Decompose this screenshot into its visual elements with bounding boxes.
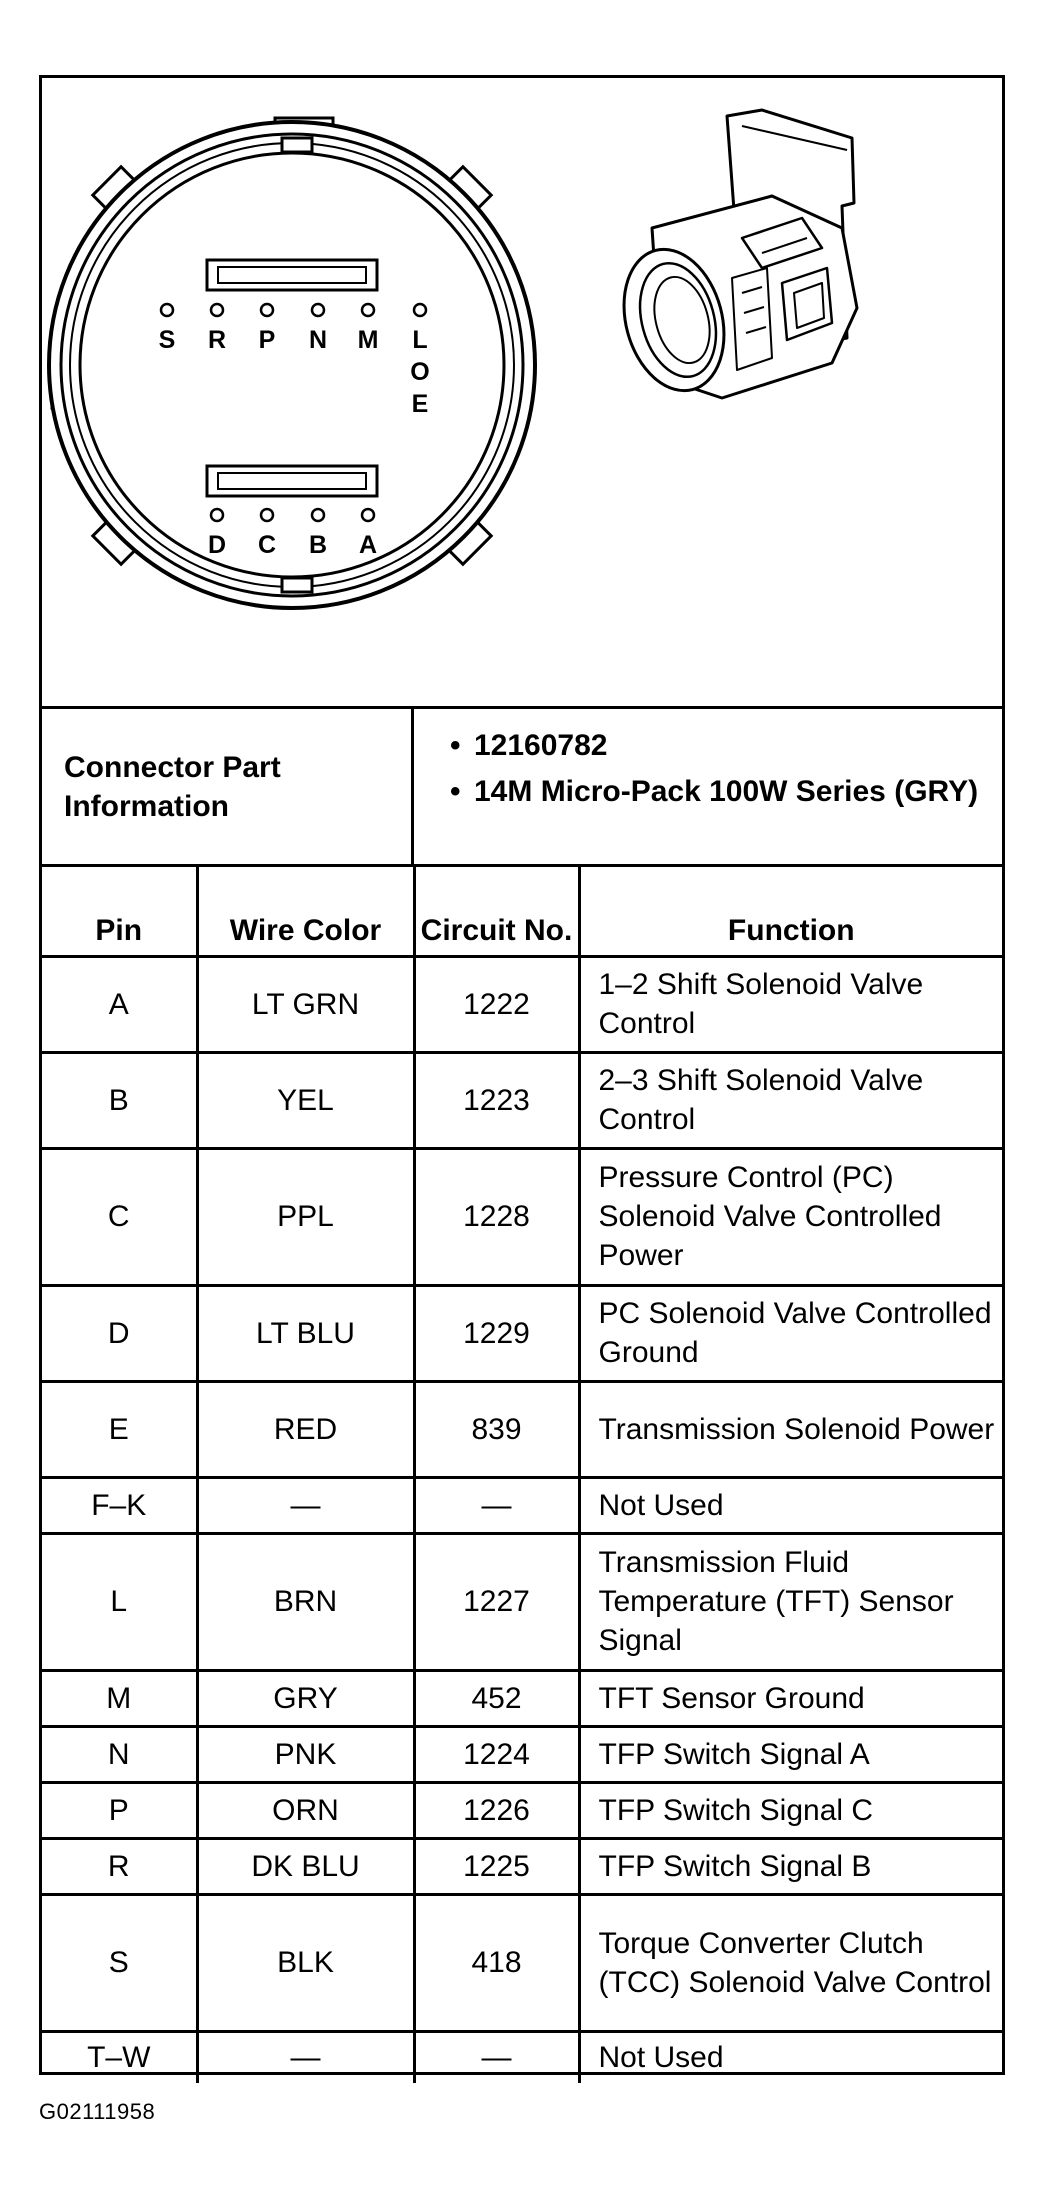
part-info-list bbox=[414, 709, 1002, 864]
pin-cell: D bbox=[42, 1285, 197, 1381]
circuit-cell: — bbox=[414, 1477, 579, 1533]
function-cell: TFP Switch Signal A bbox=[579, 1726, 1002, 1782]
wire-color-cell: — bbox=[197, 2031, 414, 2083]
wire-color-cell: ORN bbox=[197, 1782, 414, 1838]
wire-color-cell: DK BLU bbox=[197, 1838, 414, 1894]
table-row bbox=[42, 1782, 1002, 1838]
function-cell: Not Used bbox=[579, 2031, 1002, 2083]
pin-label: N bbox=[308, 326, 328, 354]
pin-label: L bbox=[412, 326, 428, 354]
circuit-cell: 1228 bbox=[414, 1148, 579, 1285]
pin-cell: C bbox=[42, 1148, 197, 1285]
connector-face bbox=[49, 118, 535, 608]
pin-label: D bbox=[207, 531, 227, 559]
function-cell: TFT Sensor Ground bbox=[579, 1670, 1002, 1726]
table-row bbox=[42, 1381, 1002, 1477]
part-number: • 12160782 bbox=[414, 727, 1002, 764]
function-cell: Transmission Fluid Temperature (TFT) Sensor Signal bbox=[579, 1533, 1002, 1670]
table-row bbox=[42, 1838, 1002, 1894]
pin-cell: M bbox=[42, 1670, 197, 1726]
table-row bbox=[42, 956, 1002, 1052]
function-cell: Not Used bbox=[579, 1477, 1002, 1533]
pin-cell: T–W bbox=[42, 2031, 197, 2083]
table-row bbox=[42, 1894, 1002, 2031]
wire-color-cell: BLK bbox=[197, 1894, 414, 2031]
wire-color-cell: PPL bbox=[197, 1148, 414, 1285]
circuit-cell: 1224 bbox=[414, 1726, 579, 1782]
pin-cell: P bbox=[42, 1782, 197, 1838]
circuit-cell: 1229 bbox=[414, 1285, 579, 1381]
circuit-cell: 1227 bbox=[414, 1533, 579, 1670]
pin-label: A bbox=[358, 531, 378, 559]
circuit-cell: — bbox=[414, 2031, 579, 2083]
pin-label: C bbox=[257, 531, 277, 559]
circuit-cell: 418 bbox=[414, 1894, 579, 2031]
function-cell: 2–3 Shift Solenoid Valve Control bbox=[579, 1052, 1002, 1148]
table-row bbox=[42, 1477, 1002, 1533]
circuit-cell: 1223 bbox=[414, 1052, 579, 1148]
info-label: Connector Part Information bbox=[42, 709, 414, 864]
pin-label: O bbox=[410, 358, 430, 386]
circuit-cell: 839 bbox=[414, 1381, 579, 1477]
table-row bbox=[42, 1052, 1002, 1148]
connector-side-view bbox=[609, 110, 857, 402]
wire-color-cell: PNK bbox=[197, 1726, 414, 1782]
connector-series: • 14M Micro-Pack 100W Series (GRY) bbox=[414, 773, 1002, 810]
connector-figure bbox=[39, 75, 1005, 2075]
wire-color-cell: LT GRN bbox=[197, 956, 414, 1052]
pin-cell: R bbox=[42, 1838, 197, 1894]
function-cell: TFP Switch Signal B bbox=[579, 1838, 1002, 1894]
pin-cell: E bbox=[42, 1381, 197, 1477]
pin-label: E bbox=[411, 390, 429, 418]
circuit-cell: 1226 bbox=[414, 1782, 579, 1838]
circuit-cell: 1222 bbox=[414, 956, 579, 1052]
function-cell: Pressure Control (PC) Solenoid Valve Controlled Power bbox=[579, 1148, 1002, 1285]
pin-label: S bbox=[158, 326, 176, 354]
header-circuit-no: Circuit No. bbox=[414, 867, 579, 956]
header-wire-color: Wire Color bbox=[197, 867, 414, 956]
header-pin: Pin bbox=[42, 867, 197, 956]
wire-color-cell: LT BLU bbox=[197, 1285, 414, 1381]
connector-diagram bbox=[42, 78, 1002, 709]
connector-part-information bbox=[42, 709, 1002, 867]
table-row bbox=[42, 1726, 1002, 1782]
pin-label: P bbox=[258, 326, 276, 354]
pin-cell: N bbox=[42, 1726, 197, 1782]
table-row bbox=[42, 1285, 1002, 1381]
wire-color-cell: GRY bbox=[197, 1670, 414, 1726]
figure-id: G02111958 bbox=[39, 2099, 156, 2124]
pin-label: B bbox=[308, 531, 328, 559]
function-cell: Torque Converter Clutch (TCC) Solenoid Valve Control bbox=[579, 1894, 1002, 2031]
function-cell: 1–2 Shift Solenoid Valve Control bbox=[579, 956, 1002, 1052]
circuit-cell: 1225 bbox=[414, 1838, 579, 1894]
wire-color-cell: — bbox=[197, 1477, 414, 1533]
wire-color-cell: RED bbox=[197, 1381, 414, 1477]
connector-drawing bbox=[42, 78, 1002, 706]
table-row bbox=[42, 2031, 1002, 2083]
table-row bbox=[42, 1670, 1002, 1726]
circuit-cell: 452 bbox=[414, 1670, 579, 1726]
pin-label: R bbox=[207, 326, 227, 354]
function-cell: Transmission Solenoid Power bbox=[579, 1381, 1002, 1477]
wire-color-cell: BRN bbox=[197, 1533, 414, 1670]
pin-cell: A bbox=[42, 956, 197, 1052]
table-row bbox=[42, 1148, 1002, 1285]
table-row bbox=[42, 1533, 1002, 1670]
pin-label: M bbox=[357, 326, 379, 354]
function-cell: PC Solenoid Valve Controlled Ground bbox=[579, 1285, 1002, 1381]
function-cell: TFP Switch Signal C bbox=[579, 1782, 1002, 1838]
pin-cell: L bbox=[42, 1533, 197, 1670]
header-function: Function bbox=[579, 867, 1002, 956]
wire-color-cell: YEL bbox=[197, 1052, 414, 1148]
table-header-row bbox=[42, 867, 1002, 956]
pinout-table bbox=[42, 867, 1002, 2083]
pin-cell: S bbox=[42, 1894, 197, 2031]
pin-cell: F–K bbox=[42, 1477, 197, 1533]
pin-cell: B bbox=[42, 1052, 197, 1148]
